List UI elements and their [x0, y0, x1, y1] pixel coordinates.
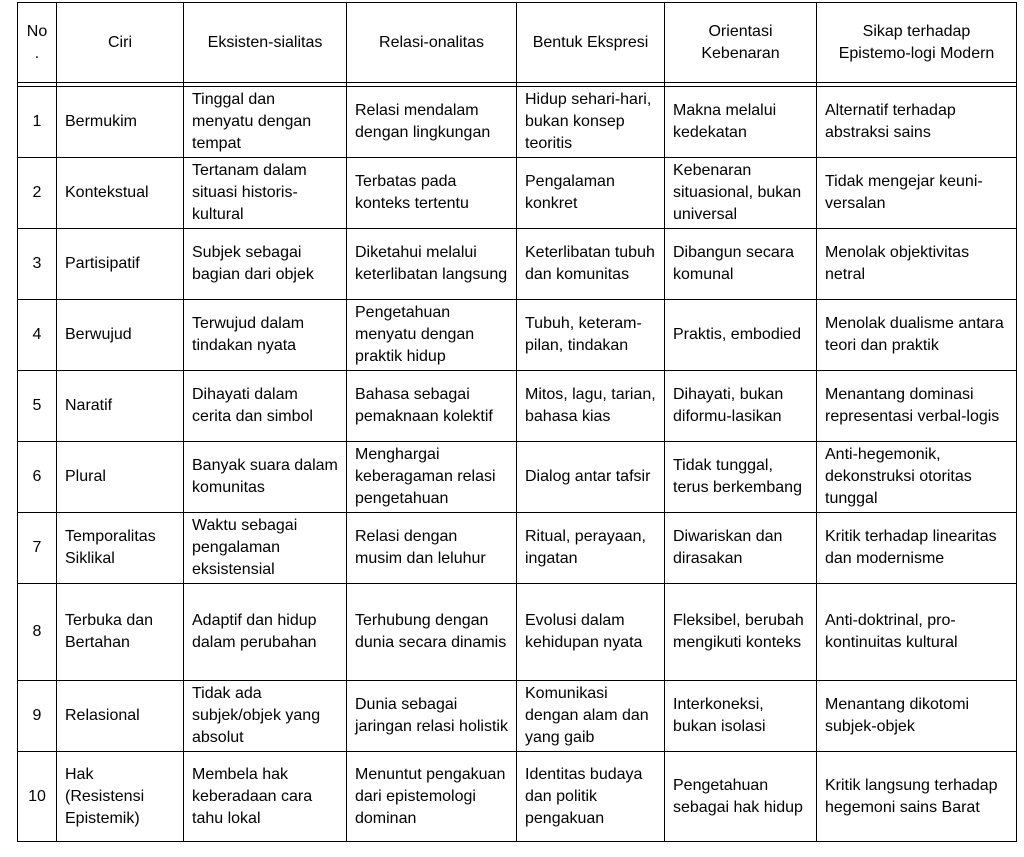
row-bentuk-ekspresi-cell: Identitas budaya dan politik pengakuan [517, 752, 665, 842]
row-bentuk-ekspresi-cell: Dialog antar tafsir [517, 442, 665, 513]
row-bentuk-ekspresi-cell: Keterlibatan tubuh dan komunitas [517, 229, 665, 300]
row-number-cell: 2 [18, 158, 57, 229]
row-orientasi-kebenaran-cell: Dibangun secara komunal [665, 229, 817, 300]
row-sikap-epistemologi-cell: Menantang dominasi representasi verbal-logis [817, 371, 1017, 442]
row-ciri-cell: Bermukim [57, 87, 184, 158]
row-eksistensialitas-cell: Tertanam dalam situasi historis-kultural [184, 158, 347, 229]
row-bentuk-ekspresi-cell: Mitos, lagu, tarian, bahasa kias [517, 371, 665, 442]
row-number-cell: 10 [18, 752, 57, 842]
table-row [18, 584, 1017, 681]
row-eksistensialitas-cell: Tinggal dan menyatu dengan tempat [184, 87, 347, 158]
row-orientasi-kebenaran-cell: Tidak tunggal, terus berkembang [665, 442, 817, 513]
table-row [18, 513, 1017, 584]
row-number-cell: 8 [18, 584, 57, 681]
row-number-cell: 9 [18, 681, 57, 752]
row-eksistensialitas-cell: Terwujud dalam tindakan nyata [184, 300, 347, 371]
table-row [18, 300, 1017, 371]
row-number-cell: 5 [18, 371, 57, 442]
row-sikap-epistemologi-cell: Menolak objektivitas netral [817, 229, 1017, 300]
header-eksistensialitas: Eksisten-sialitas [184, 3, 347, 83]
row-orientasi-kebenaran-cell: Makna melalui kedekatan [665, 87, 817, 158]
row-sikap-epistemologi-cell: Kritik langsung terhadap hegemoni sains Barat [817, 752, 1017, 842]
row-eksistensialitas-cell: Tidak ada subjek/objek yang absolut [184, 681, 347, 752]
row-sikap-epistemologi-cell: Menolak dualisme antara teori dan praktik [817, 300, 1017, 371]
table-row [18, 87, 1017, 158]
row-ciri-cell: Terbuka dan Bertahan [57, 584, 184, 681]
row-eksistensialitas-cell: Banyak suara dalam komunitas [184, 442, 347, 513]
row-eksistensialitas-cell: Waktu sebagai pengalaman eksistensial [184, 513, 347, 584]
header-no: No. [18, 3, 57, 83]
row-ciri-cell: Hak (Resistensi Epistemik) [57, 752, 184, 842]
row-ciri-cell: Plural [57, 442, 184, 513]
row-bentuk-ekspresi-cell: Komunikasi dengan alam dan yang gaib [517, 681, 665, 752]
row-bentuk-ekspresi-cell: Pengalaman konkret [517, 158, 665, 229]
row-relasionalitas-cell: Menuntut pengakuan dari epistemologi dominan [347, 752, 517, 842]
row-ciri-cell: Partisipatif [57, 229, 184, 300]
header-orientasi-kebenaran: Orientasi Kebenaran [665, 3, 817, 83]
row-relasionalitas-cell: Relasi dengan musim dan leluhur [347, 513, 517, 584]
row-relasionalitas-cell: Diketahui melalui keterlibatan langsung [347, 229, 517, 300]
row-orientasi-kebenaran-cell: Fleksibel, berubah mengikuti konteks [665, 584, 817, 681]
characteristics-table [17, 2, 1017, 842]
row-bentuk-ekspresi-cell: Hidup sehari-hari, bukan konsep teoritis [517, 87, 665, 158]
row-relasionalitas-cell: Relasi mendalam dengan lingkungan [347, 87, 517, 158]
table-row [18, 371, 1017, 442]
row-bentuk-ekspresi-cell: Ritual, perayaan, ingatan [517, 513, 665, 584]
table-row [18, 158, 1017, 229]
row-relasionalitas-cell: Dunia sebagai jaringan relasi holistik [347, 681, 517, 752]
row-sikap-epistemologi-cell: Kritik terhadap linearitas dan modernisme [817, 513, 1017, 584]
row-orientasi-kebenaran-cell: Diwariskan dan dirasakan [665, 513, 817, 584]
row-eksistensialitas-cell: Dihayati dalam cerita dan simbol [184, 371, 347, 442]
header-relasionalitas: Relasi-onalitas [347, 3, 517, 83]
row-eksistensialitas-cell: Subjek sebagai bagian dari objek [184, 229, 347, 300]
row-orientasi-kebenaran-cell: Pengetahuan sebagai hak hidup [665, 752, 817, 842]
row-number-cell: 3 [18, 229, 57, 300]
table-row [18, 681, 1017, 752]
table-row [18, 752, 1017, 842]
row-ciri-cell: Temporalitas Siklikal [57, 513, 184, 584]
row-ciri-cell: Relasional [57, 681, 184, 752]
row-relasionalitas-cell: Menghargai keberagaman relasi pengetahuan [347, 442, 517, 513]
header-sikap-epistemologi: Sikap terhadap Epistemo-logi Modern [817, 3, 1017, 83]
row-number-cell: 7 [18, 513, 57, 584]
header-bentuk-ekspresi: Bentuk Ekspresi [517, 3, 665, 83]
header-ciri: Ciri [57, 3, 184, 83]
row-relasionalitas-cell: Terhubung dengan dunia secara dinamis [347, 584, 517, 681]
row-ciri-cell: Naratif [57, 371, 184, 442]
row-orientasi-kebenaran-cell: Praktis, embodied [665, 300, 817, 371]
row-sikap-epistemologi-cell: Menantang dikotomi subjek-objek [817, 681, 1017, 752]
row-orientasi-kebenaran-cell: Interkoneksi, bukan isolasi [665, 681, 817, 752]
row-bentuk-ekspresi-cell: Tubuh, keteram-pilan, tindakan [517, 300, 665, 371]
table-header-row [18, 3, 1017, 83]
row-relasionalitas-cell: Terbatas pada konteks tertentu [347, 158, 517, 229]
row-relasionalitas-cell: Bahasa sebagai pemaknaan kolektif [347, 371, 517, 442]
row-sikap-epistemologi-cell: Anti-hegemonik, dekonstruksi otoritas tunggal [817, 442, 1017, 513]
row-number-cell: 1 [18, 87, 57, 158]
row-sikap-epistemologi-cell: Alternatif terhadap abstraksi sains [817, 87, 1017, 158]
table-body [18, 83, 1017, 842]
row-eksistensialitas-cell: Adaptif dan hidup dalam perubahan [184, 584, 347, 681]
row-number-cell: 4 [18, 300, 57, 371]
row-orientasi-kebenaran-cell: Dihayati, bukan diformu-lasikan [665, 371, 817, 442]
row-ciri-cell: Kontekstual [57, 158, 184, 229]
table-row [18, 442, 1017, 513]
row-number-cell: 6 [18, 442, 57, 513]
table-row [18, 229, 1017, 300]
row-sikap-epistemologi-cell: Anti-doktrinal, pro-kontinuitas kultural [817, 584, 1017, 681]
row-relasionalitas-cell: Pengetahuan menyatu dengan praktik hidup [347, 300, 517, 371]
row-orientasi-kebenaran-cell: Kebenaran situasional, bukan universal [665, 158, 817, 229]
row-sikap-epistemologi-cell: Tidak mengejar keuni-versalan [817, 158, 1017, 229]
row-bentuk-ekspresi-cell: Evolusi dalam kehidupan nyata [517, 584, 665, 681]
row-eksistensialitas-cell: Membela hak keberadaan cara tahu lokal [184, 752, 347, 842]
row-ciri-cell: Berwujud [57, 300, 184, 371]
